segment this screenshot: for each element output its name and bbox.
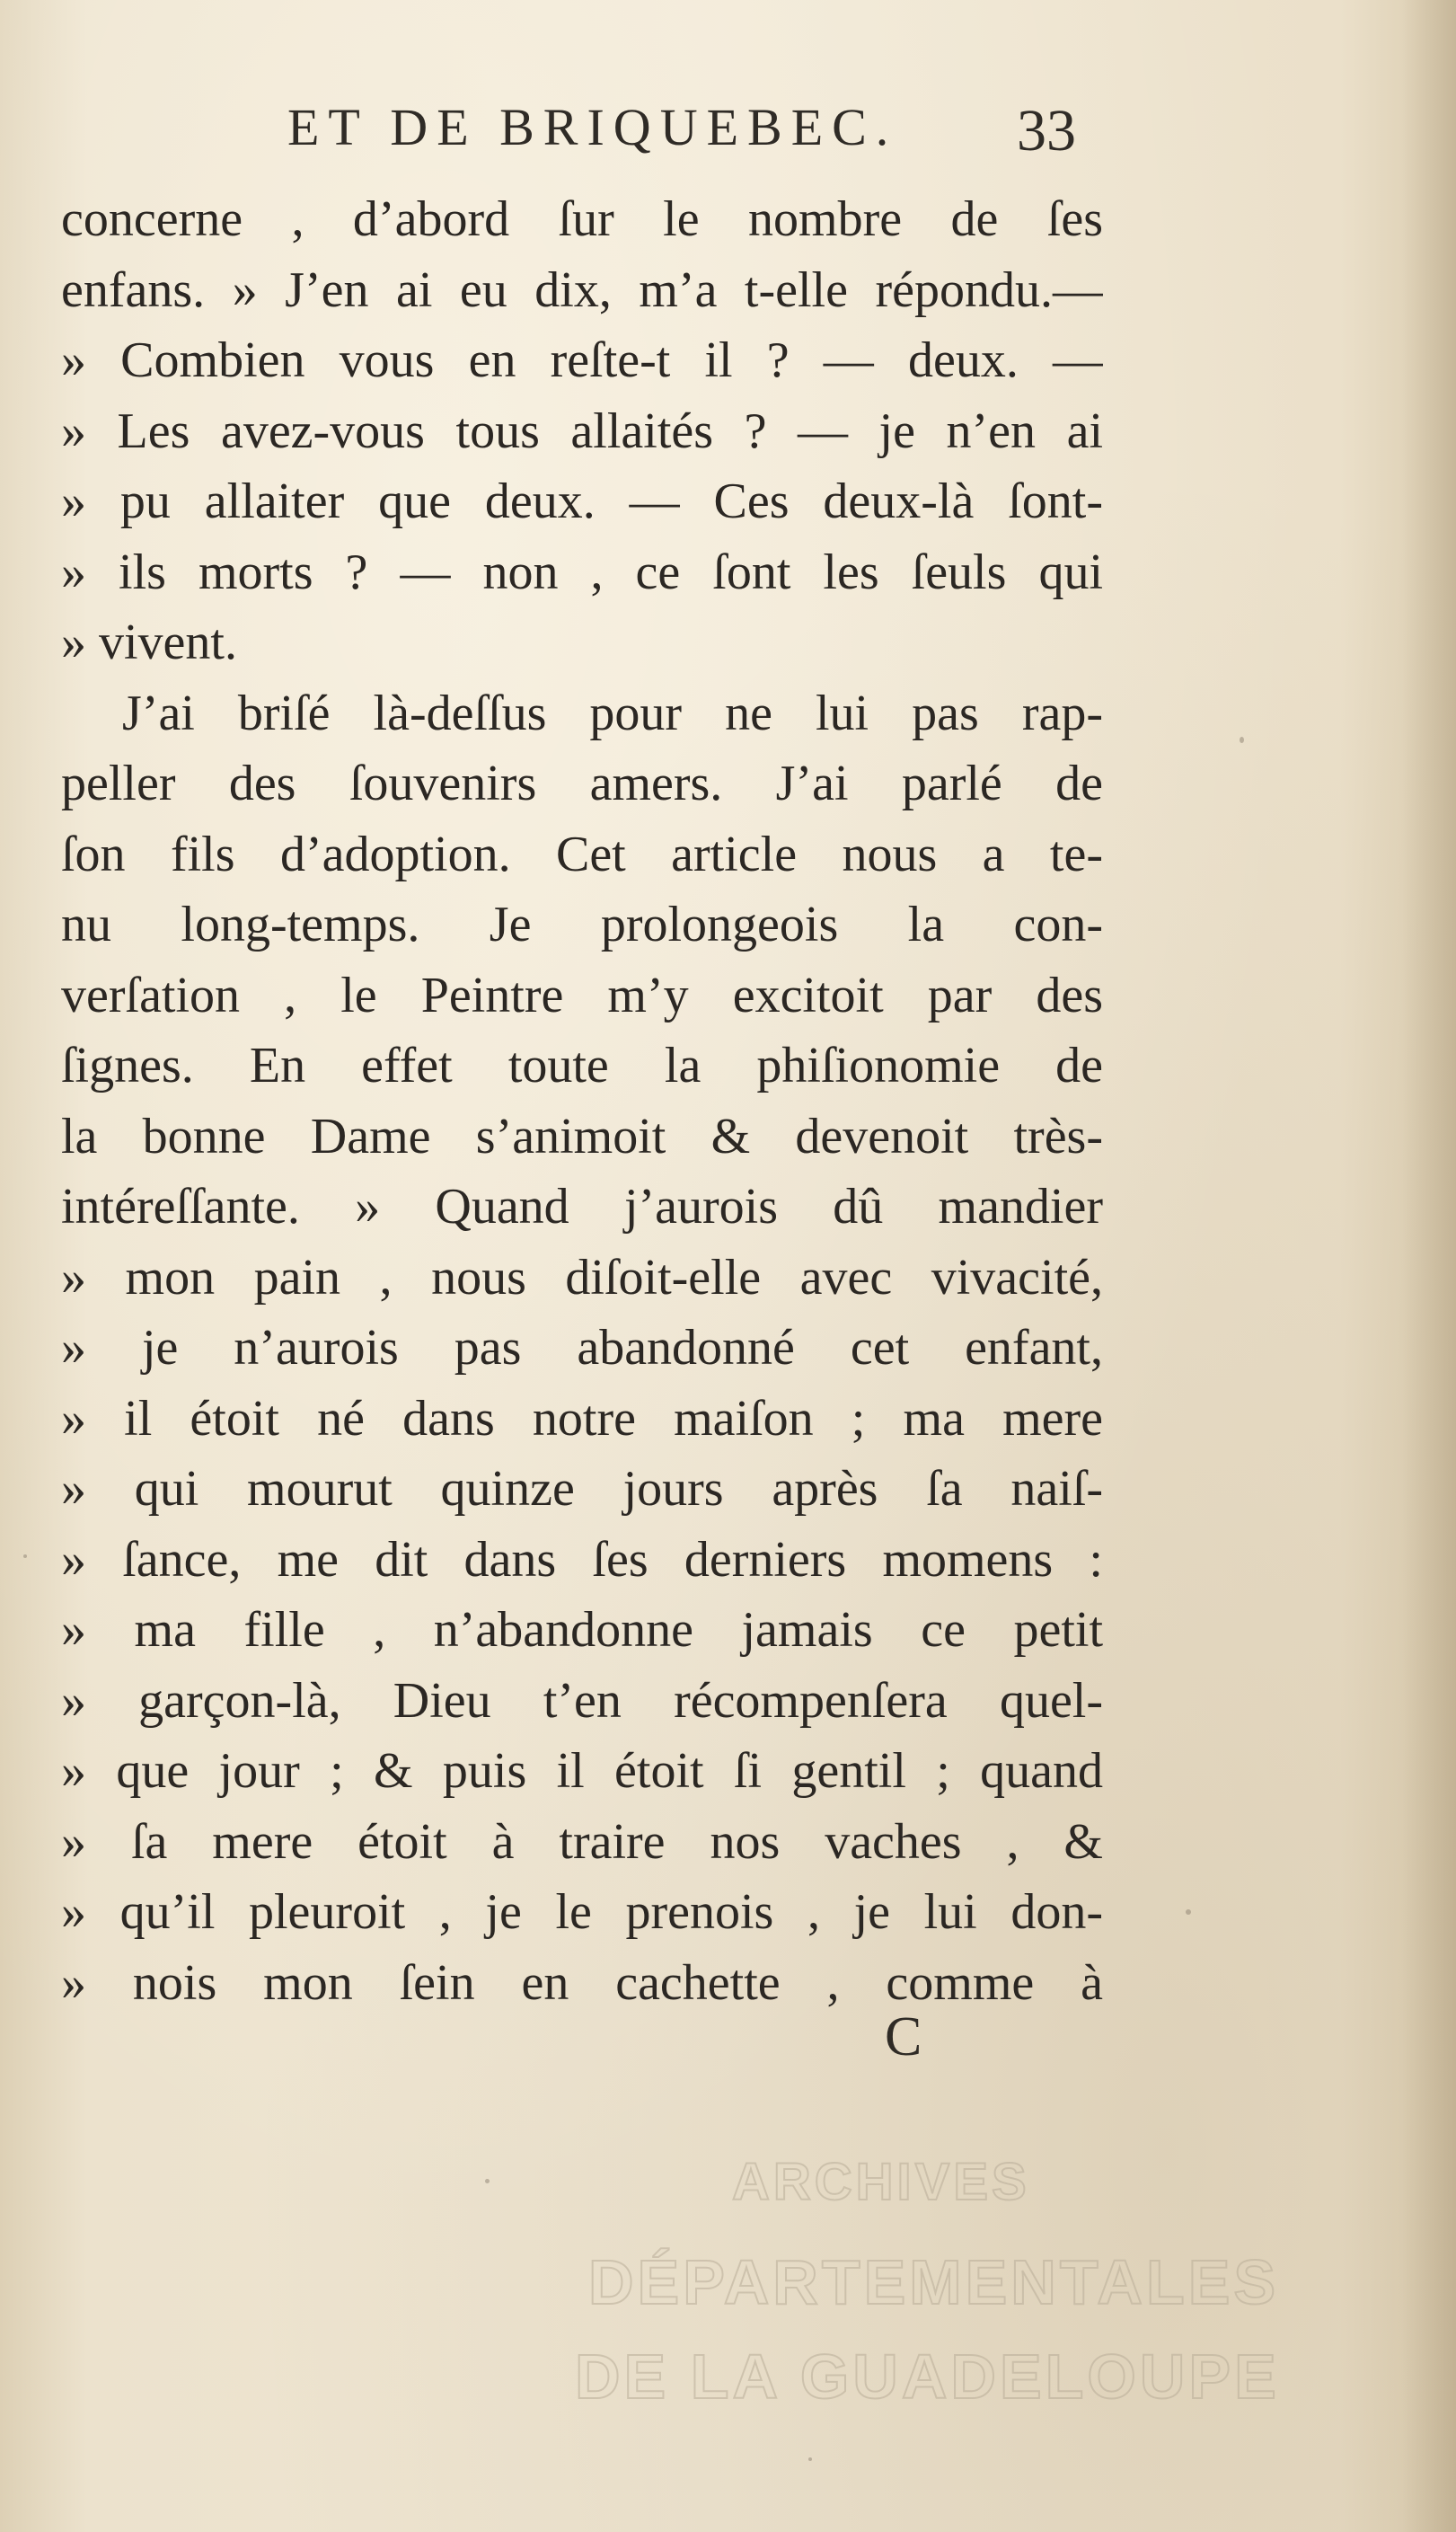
signature-mark: C [885,2006,922,2067]
body-text [61,184,1103,2018]
paper-speck [1186,1909,1191,1915]
text-line: » mon pain , nous diſoit-elle avec vivacité, [61,1249,1103,1306]
text-line: » que jour ; & puis il étoit ſi gentil ; quand [61,1743,1103,1799]
text-line: » je n’aurois pas abandonné cet enfant, [61,1320,1103,1376]
text-line: intéreſſante. » Quand j’aurois dû mandier [61,1179,1103,1235]
text-line: » pu allaiter que deux. — Ces deux-là ſont- [61,474,1103,529]
text-line: » ma fille , n’abandonne jamais ce petit [61,1602,1103,1658]
text-line: » Les avez-vous tous allaités ? — je n’en ai [61,403,1103,459]
text-line: » il étoit né dans notre maiſon ; ma mere [61,1390,1103,1447]
paper-speck [23,1554,27,1558]
text-line: ſignes. En effet toute la phiſionomie de [61,1038,1103,1093]
stamp-line: DÉPARTEMENTALES [588,2247,1280,2317]
running-head: ET DE BRIQUEBEC. [287,98,898,156]
stamp-line: ARCHIVES [732,2153,1030,2211]
text-line: J’ai briſé là-deſſus pour ne lui pas rap- [122,685,1103,741]
text-line: » qu’il pleuroit , je le prenois , je lui don- [61,1884,1103,1940]
page-header [0,97,1456,178]
text-line: » ils morts ? — non , ce ſont les ſeuls qui [61,544,1103,600]
text-line: » nois mon ſein en cachette , comme à [61,1954,1103,2011]
text-line: » garçon-là, Dieu t’en récompenſera quel- [61,1672,1103,1729]
paper-speck [1240,737,1244,743]
stamp-line: DE LA GUADELOUPE [575,2342,1280,2412]
text-line: » vivent. [61,615,237,670]
text-line: enfans. » J’en ai eu dix, m’a t-elle répondu.— [61,261,1103,318]
text-line: verſation , le Peintre m’y excitoit par des [61,967,1103,1023]
text-line: la bonne Dame s’animoit & devenoit très- [61,1108,1103,1164]
text-line: » ſance, me dit dans ſes derniers momens : [61,1531,1103,1588]
archive-stamp [575,2152,1280,2439]
text-line: concerne , d’abord ſur le nombre de ſes [61,191,1103,247]
paper-speck [485,2179,490,2183]
paper-speck [808,2457,812,2461]
page-number: 33 [1017,98,1076,164]
text-line: peller des ſouvenirs amers. J’ai parlé de [61,756,1103,811]
text-line: ſon fils d’adoption. Cet article nous a te- [61,826,1103,882]
text-line: nu long-temps. Je prolongeois la con- [61,897,1103,952]
text-line: » qui mourut quinze jours après ſa naiſ- [61,1461,1103,1517]
text-line: » Combien vous en reſte-t il ? — deux. — [61,332,1103,388]
text-line: » ſa mere étoit à traire nos vaches , & [61,1813,1103,1870]
page-edge-shadow [1402,0,1456,2532]
